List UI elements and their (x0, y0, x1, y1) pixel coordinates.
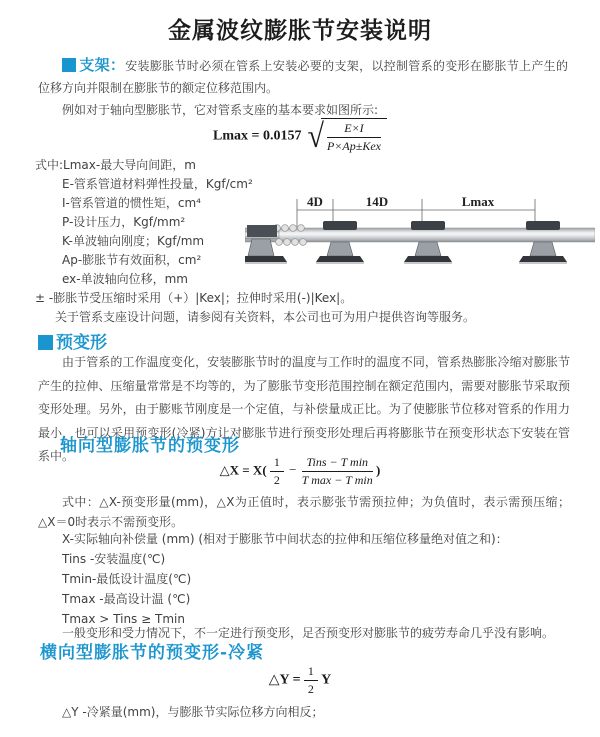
support-section-heading (62, 56, 125, 74)
dim-label-4d: 4D (307, 194, 323, 209)
formula-lmax-lhs: Lmax = 0.0157 (213, 128, 302, 144)
definition-item: K-单波轴向刚度；Kgf/mm (62, 234, 205, 248)
definition-item: P-设计压力，Kgf/mm² (62, 215, 186, 229)
support-heading-label: 支架： (79, 56, 126, 74)
temperature-definitions-list (62, 549, 191, 629)
dim-label-lmax: Lmax (461, 194, 495, 209)
fraction-numerator: Tins − T min (302, 455, 373, 472)
sqrt-radical-icon: √ (307, 117, 324, 155)
fraction-numerator: 1 (304, 664, 318, 681)
formula-delta-y (0, 664, 600, 697)
page-title: 金属波纹膨胀节安装说明 (168, 18, 432, 44)
definition-item: ex-单波轴向位移，mm (62, 272, 188, 286)
definition-item: Ap-膨胀节有效面积，cm² (62, 253, 202, 267)
lateral-preform-heading: 横向型膨胀节的预变形-冷紧 (40, 643, 265, 663)
preform-body-paragraph: 由于管系的工作温度变化，安装膨胀节时的温度与工作时的温度不同，管系热膨胀冷缩对膨胀节产生的拉伸、压缩量常常是不均等的，为了膨胀节变形范围控制在额定范围内，需要对膨胀节采取预变形处理。另外，由于膨账节刚度是一个定值，与补偿量成正比。为了使膨胀节位移对管系的作用力最小，也可以采用预变形(冷紧)方让对膨胀节进行预变形处理后再将膨胀节在预变形状态下安装在管系中。 (38, 355, 570, 463)
pipe-support (404, 221, 452, 264)
x-definition-line: X-实际轴向补偿量 (mm) (相对于膨胀节中间状态的拉伸和压缩位移量绝对值之和)： (62, 532, 508, 546)
fraction-denominator: P×Ap±Kex (326, 139, 381, 153)
preform-section-heading (38, 328, 107, 353)
pipe-support (519, 221, 567, 264)
example-line: 例如对于轴向型膨胀节，它对管系支座的基本要求如图所示: (62, 103, 379, 117)
temperature-item: Tmax > Tins ≥ Tmin (62, 612, 185, 626)
formula-dy-lhs: △Y = (268, 672, 301, 688)
sqrt-body (321, 118, 387, 154)
temperature-item: Tmax -最高设计温 (℃) (62, 592, 191, 606)
blue-square-icon (62, 58, 76, 72)
fraction-numerator: E×I (327, 121, 381, 138)
temperature-item: Tmin-最低设计温度(℃) (62, 572, 192, 586)
preform-heading-label: 预变形 (56, 333, 107, 353)
temperature-item: Tins -安装温度(℃) (62, 552, 166, 566)
support-intro-text: 安装膨胀节时必须在管系上安装必要的支架，以控制管系的变形在膨胀节上产生的位移方向并限制在膨胀节的额定位移范围内。 (38, 59, 568, 95)
axial-preform-heading: 轴向型膨胀节的预变形 (60, 436, 240, 456)
fraction (327, 121, 381, 154)
definition-item: 关于管系支座设计问题，请参阅有关资料，本公司也可为用户提供咨询等服务。 (55, 310, 476, 324)
formula-dx-rhs: ) (376, 462, 381, 478)
pipe-support-spacing-diagram (245, 192, 595, 292)
fraction-one-half (270, 455, 284, 488)
formula-dy-rhs: Y (321, 672, 332, 688)
dim-label-14d: 14D (365, 194, 389, 209)
fraction-denominator: 2 (273, 473, 280, 487)
definition-item: ± -膨胀节受压缩时采用（+）|Kex|；拉伸时采用(-)|Kex|。 (35, 291, 353, 305)
blue-square-icon (38, 335, 53, 350)
fraction-denominator: 2 (307, 682, 314, 696)
fraction-numerator: 1 (270, 455, 284, 472)
fraction-temperature (302, 455, 373, 488)
dy-note-line: △Y -冷紧量(mm)，与膨胀节实际位移方向相反； (62, 705, 324, 719)
formula-delta-x (0, 455, 600, 488)
definition-item: 式中:Lmax-最大导向间距，m (35, 158, 196, 172)
axial-note-line: 一般变形和受力情况下，不一定进行预变形，足否预变形对膨胀节的疲劳寿命几乎没有影响。 (62, 626, 555, 640)
dx-explanation-paragraph: 式中：△X-预变形量(mm)，△X为正值时，表示膨张节需预拉伸；为负值时，表示需预压缩；△X＝0时表示不需预变形。 (38, 495, 570, 529)
minus-operator: − (289, 462, 297, 478)
formula-lmax (0, 118, 600, 154)
fraction-denominator: T max − T min (301, 473, 373, 487)
support-intro-paragraph (38, 54, 568, 99)
pipe-support (316, 221, 364, 264)
definition-item: E-管系管道材料弹性投量，Kgf/cm² (62, 177, 253, 191)
sqrt-expression (308, 118, 387, 154)
fraction-one-half (304, 664, 318, 697)
formula-dx-lhs: △X = X( (219, 462, 267, 478)
definition-item: I-管系管道的惯性矩，cm⁴ (62, 196, 201, 210)
